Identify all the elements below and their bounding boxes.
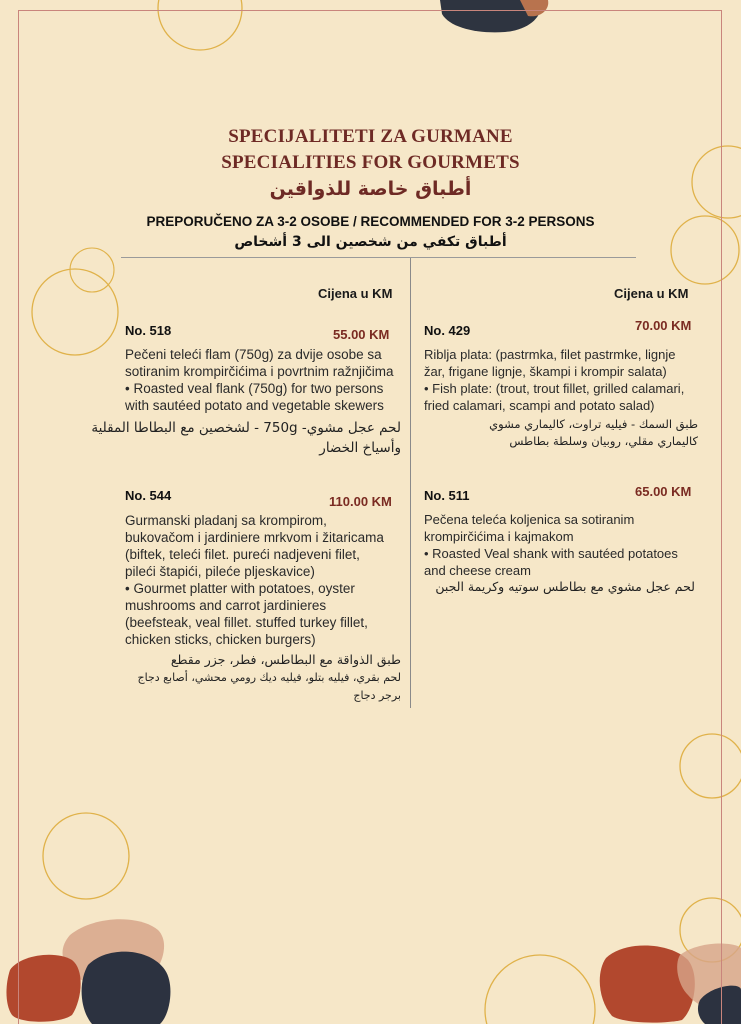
item-number: No. 544 <box>125 488 172 503</box>
item-description <box>125 346 394 414</box>
item-number: No. 518 <box>125 323 172 338</box>
description-line: Gurmanski pladanj sa krompirom, <box>125 513 327 528</box>
item-description-arabic <box>489 416 698 450</box>
item-description-arabic <box>435 578 695 596</box>
arabic-line: طبق السمك - فيليه تراوت، كاليماري مشوي <box>489 417 698 431</box>
description-line: • Fish plate: (trout, trout fillet, grilled calamari, <box>424 381 685 396</box>
item-description <box>125 512 384 648</box>
item-price: 70.00 KM <box>635 318 692 333</box>
description-line: pileći štapići, pileće pljeskavice) <box>125 564 315 579</box>
price-header-right: Cijena u KM <box>614 286 689 301</box>
item-description-arabic <box>138 651 401 705</box>
item-price: 65.00 KM <box>635 484 692 499</box>
description-line: fried calamari, scampi and potato salad) <box>424 398 655 413</box>
item-description <box>424 511 678 579</box>
description-line: • Gourmet platter with potatoes, oyster <box>125 581 355 596</box>
description-line: with sautéed potato and vegetable skewers <box>125 398 384 413</box>
arabic-line: كاليماري مقلي، روبيان وسلطة بطاطس <box>509 434 698 448</box>
description-line: krompirčićima i kajmakom <box>424 529 574 544</box>
item-description-arabic <box>91 418 401 458</box>
description-line: • Roasted veal flank (750g) for two persons <box>125 381 384 396</box>
title-bosnian: SPECIJALITETI ZA GURMANE <box>228 126 513 147</box>
item-number: No. 429 <box>424 323 471 338</box>
arabic-line: برجر دجاج <box>353 689 401 702</box>
price-header-left: Cijena u KM <box>318 286 393 301</box>
item-number: No. 511 <box>424 488 470 503</box>
description-line: žar, frigane lignje, škampi i krompir salata) <box>424 364 667 379</box>
arabic-line: وأسياخ الخضار <box>319 440 401 456</box>
arabic-line: لحم عجل مشوي مع بطاطس سوتيه وكريمة الجبن <box>435 579 695 594</box>
description-line: mushrooms and carrot jardinieres <box>125 598 327 613</box>
description-line: Pečeni teleći flam (750g) za dvije osobe sa <box>125 347 382 362</box>
description-line: and cheese cream <box>424 563 531 578</box>
header-divider <box>121 257 636 258</box>
title-english: SPECIALITIES FOR GOURMETS <box>221 152 520 173</box>
recommendation-text: PREPORUČENO ZA 3-2 OSOBE / RECOMMENDED FOR 3-2 PERSONS <box>146 214 595 229</box>
description-line: Riblja plata: (pastrmka, filet pastrmke, lignje <box>424 347 676 362</box>
description-line: • Roasted Veal shank with sautéed potatoes <box>424 546 678 561</box>
arabic-line: طبق الذواقة مع البطاطس، فطر، جزر مقطع <box>170 652 401 667</box>
title-arabic: أطباق خاصة للذواقين <box>269 178 472 200</box>
description-line: sotiranim krompirčićima i povrtnim ražnjičima <box>125 364 394 379</box>
item-price: 110.00 KM <box>329 494 392 509</box>
description-line: (beefsteak, veal fillet. stuffed turkey fillet, <box>125 615 368 630</box>
description-line: bukovačom i jardiniere mrkvom i žitaricama <box>125 530 384 545</box>
recommendation-text-arabic: أطباق تكفي من شخصين الى 3 أشخاص <box>234 234 507 250</box>
description-line: (biftek, teleći filet. pureći nadjeveni filet, <box>125 547 360 562</box>
item-description <box>424 346 684 414</box>
item-price: 55.00 KM <box>333 327 390 342</box>
description-line: chicken sticks, chicken burgers) <box>125 632 316 647</box>
arabic-line: لحم بقري، فيليه بتلو، فيليه ديك رومي محشي، أصابع دجاج <box>137 671 401 684</box>
column-divider <box>410 258 411 708</box>
arabic-line: لحم عجل مشوي- 750g - لشخصين مع البطاطا المقلية <box>91 420 401 436</box>
description-line: Pečena teleća koljenica sa sotiranim <box>424 512 635 527</box>
